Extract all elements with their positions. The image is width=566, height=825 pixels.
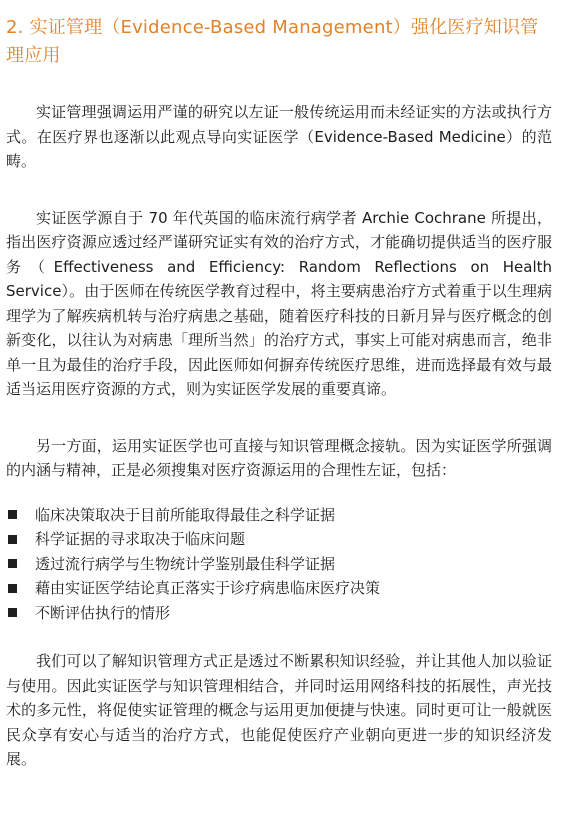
list-item [6, 576, 552, 601]
square-bullet-icon [8, 584, 17, 593]
list-item-text: 科学证据的寻求取决于临床问题 [35, 530, 246, 548]
paragraph-connection: 另一方面，运用实证医学也可直接与知识管理概念接轨。因为实证医学所强调的内涵与精神，正是必须搜集对医疗资源运用的合理性左证，包括： [6, 436, 552, 479]
paragraph-origin: 实证医学源自于 70 年代英国的临床流行病学者 Archie Cochrane 所提出，指出医疗资源应透过经严谨研究证实有效的治疗方式，才能确切提供适当的医疗服务（Effectiveness and Efficiency: Random Reflections on Health Service）。由于医师在传统医学教育过程中，将主要病患治疗方式着重于以生理病理学为了解疾病机转与治疗病患之基础，随着医疗科技的日新月异与医疗概念的创新变化，以往认为对病患「理所当然」的治疗方式，事实上可能对病患而言，绝非单一且为最佳的治疗手段，因此医师如何摒弃传统医疗思维，进而选择最有效与最适当运用医疗资源的方式，则为实证医学发展的重要真谛。 [6, 208, 552, 398]
square-bullet-icon [8, 535, 17, 544]
list-item [6, 527, 552, 552]
square-bullet-icon [8, 559, 17, 568]
evidence-list [6, 503, 552, 626]
list-item [6, 601, 552, 626]
square-bullet-icon [8, 510, 17, 519]
paragraph-closing: 我们可以了解知识管理方式正是透过不断累积知识经验，并让其他人加以验证与使用。因此实证医学与知识管理相结合，并同时运用网络科技的拓展性，声光技术的多元性，将促使实证管理的概念与运用更加便捷与快速。同时更可让一般就医民众享有安心与适当的治疗方式，也能促使医疗产业朝向更进一步的知识经济发展。 [6, 652, 552, 768]
list-item-text: 透过流行病学与生物统计学鉴别最佳科学证据 [35, 554, 336, 573]
square-bullet-icon [8, 608, 17, 617]
list-item-text: 不断评估执行的情形 [35, 603, 171, 622]
list-item [6, 552, 552, 577]
document-page [6, 14, 552, 772]
list-item-text: 临床决策取决于目前所能取得最佳之科学证据 [35, 505, 336, 524]
section-heading: 2. 实证管理（Evidence-Based Management）强化医疗知识管理应用 [6, 17, 539, 66]
list-item-text: 藉由实证医学结论真正落实于诊疗病患临床医疗决策 [35, 579, 381, 597]
list-item [6, 503, 552, 528]
paragraph-intro: 实证管理强调运用严谨的研究以左证一般传统运用而未经证实的方法或执行方式。在医疗界也逐渐以此观点导向实证医学（Evidence-Based Medicine）的范畴。 [6, 103, 552, 170]
